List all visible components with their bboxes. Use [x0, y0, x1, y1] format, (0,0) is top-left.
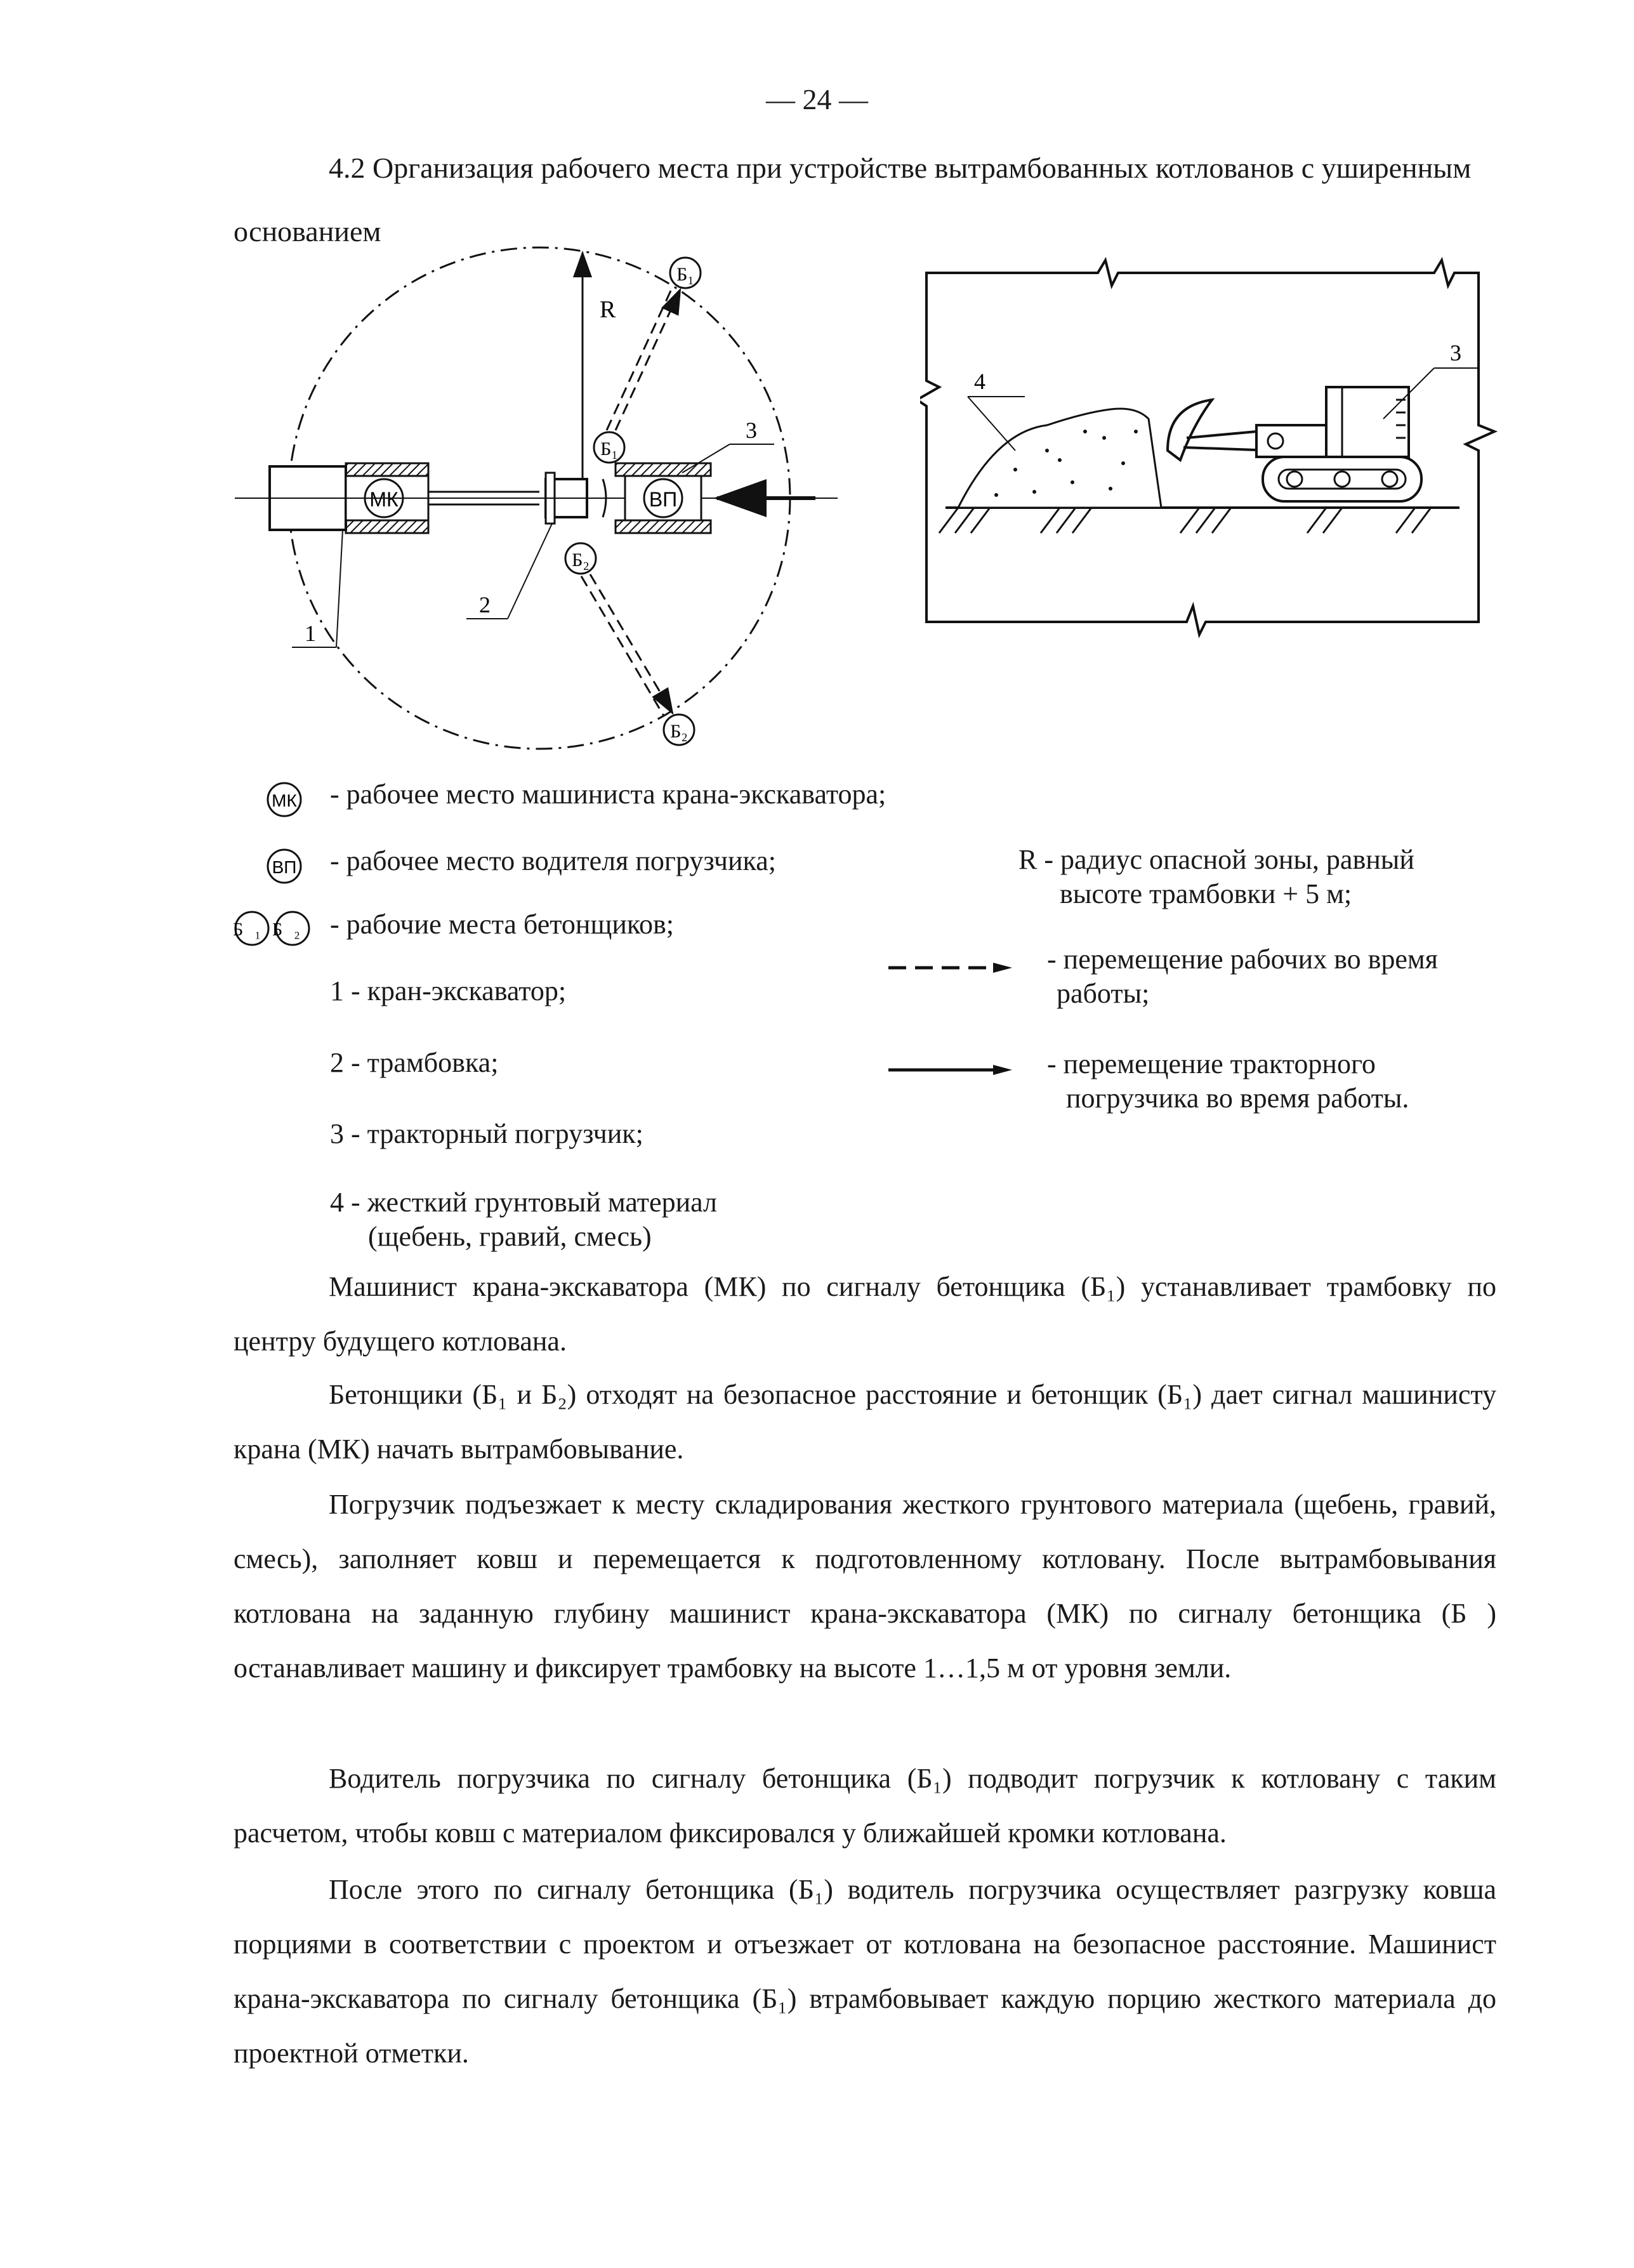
crane-track-bottom: [346, 520, 428, 533]
b-legend-icon: [232, 909, 314, 947]
legend-item-3: 3 - тракторный погрузчик;: [330, 1118, 643, 1149]
mk-legend-icon: [265, 781, 303, 819]
paragraph-2: Бетонщики (Б₁ и Б₂) отходят на безопасное расстояние и бетонщик (Б₁) дает сигнал машинисту крана (МК) начать вытрамбовывание.: [234, 1379, 1496, 1465]
legend-solid-line1: - перемещение тракторного: [1047, 1048, 1376, 1079]
loader-side-view-diagram: [920, 241, 1510, 647]
paragraph-1: Машинист крана-экскаватора (МК) по сигналу бетонщика (Б₁) устанавливает трамбовку по центру будущего котлована.: [234, 1271, 1496, 1357]
callout-1: 1: [305, 621, 316, 646]
crane-track-top: [346, 463, 428, 476]
workplace-plan-diagram: [228, 241, 863, 768]
section-heading-text: 4.2 Организация рабочего места при устройстве вытрамбованных котлованов с уширенным основанием: [234, 152, 1472, 247]
paragraph-4: Водитель погрузчика по сигналу бетонщика (Б₁) подводит погрузчик к котловану с таким расчетом, чтобы ковш с материалом фиксировался у ближайшей кромки котлована.: [234, 1763, 1496, 1849]
legend-item-1: 1 - кран-экскаватор;: [330, 975, 567, 1006]
mk-label: МК: [369, 488, 399, 511]
radius-label: R: [600, 296, 616, 323]
legend-radius-line2: высоте трамбовки + 5 м;: [1060, 878, 1352, 909]
legend-item-2: 2 - трамбовка;: [330, 1047, 499, 1078]
legend-b-text: - рабочие места бетонщиков;: [330, 909, 675, 940]
legend-item-4: 4 - жесткий грунтовый материал: [330, 1187, 717, 1218]
paragraph-3: Погрузчик подъезжает к месту складирования жесткого грунтового материала (щебень, гравий, смесь), заполняет ковш и перемещается к подготовленному котловану. После вытрамбовывания котлована на заданную глубину машинист крана-экскаватора (МК) по сигналу бетонщика (Б ) останавливает машину и фиксирует трамбовку на высоте 1…1,5 м от уровня земли.: [234, 1489, 1496, 1684]
b2-inner-label: Б₂: [572, 550, 590, 570]
legend-mk-text: - рабочее место машиниста крана-экскаватора;: [330, 779, 886, 810]
svg-text:Б₁Б₂: Б₁Б₂: [233, 920, 312, 940]
loader-track-top: [616, 463, 711, 476]
legend-radius-line1: R - радиус опасной зоны, равный: [1018, 844, 1414, 875]
b1-inner-label: Б₁: [600, 438, 618, 459]
callout-2: 2: [479, 592, 491, 617]
paragraph-5: После этого по сигналу бетонщика (Б₁) водитель погрузчика осуществляет разгрузку ковша порциями в соответствии с проектом и отъезжает от котлована на безопасное расстояние. Машинист крана-экскаватора по сигналу бетонщика (Б₁) втрамбовывает каждую порцию жесткого материала до проектной отметки.: [234, 1874, 1496, 2069]
legend-solid-line2: погрузчика во время работы.: [1066, 1083, 1409, 1114]
vp-legend-icon: [265, 847, 303, 885]
b1-outer-label: Б₁: [676, 264, 694, 285]
legend-dashed-line2: работы;: [1057, 978, 1150, 1009]
loader-cab: [1326, 387, 1409, 457]
loader-bucket: [1168, 400, 1212, 460]
legend-item-4-cont: (щебень, гравий, смесь): [368, 1221, 652, 1252]
dashed-arrow-legend: [885, 955, 1025, 980]
svg-text:МК: МК: [272, 791, 297, 810]
legend-vp-text: - рабочее место водителя погрузчика;: [330, 845, 777, 876]
solid-arrow-legend: [885, 1057, 1025, 1083]
loader-track-bottom: [616, 520, 711, 533]
svg-text:ВП: ВП: [272, 857, 297, 877]
page-number: — 24 —: [766, 83, 868, 115]
vp-label: ВП: [649, 488, 678, 511]
callout-3: 3: [746, 418, 757, 443]
b2-outer-label: Б₂: [670, 721, 688, 742]
callout-3-right: 3: [1450, 340, 1461, 366]
callout-4: 4: [974, 369, 985, 394]
legend-dashed-line1: - перемещение рабочих во время: [1047, 944, 1438, 975]
